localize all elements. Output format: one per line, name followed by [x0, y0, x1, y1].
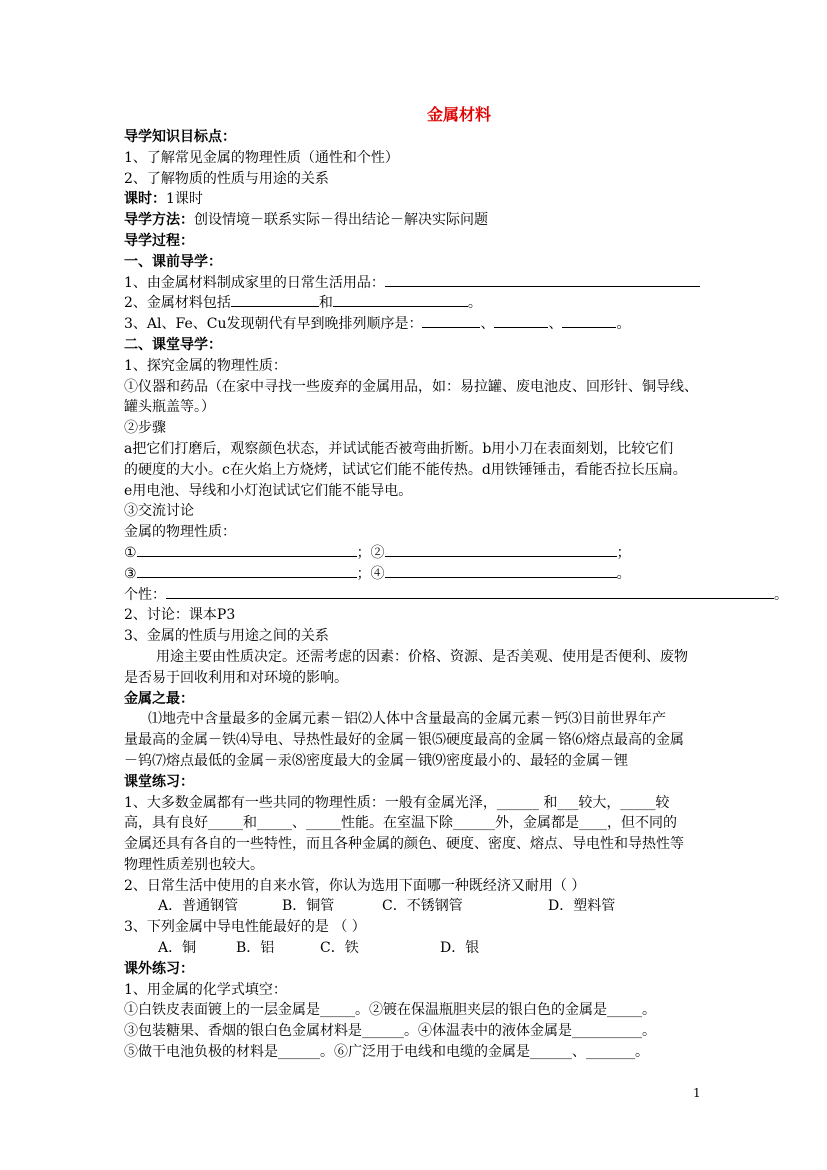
- option-c[interactable]: C．铁: [320, 940, 359, 957]
- option-b[interactable]: B．铜管: [282, 898, 335, 915]
- worksheet-page: [124, 102, 794, 1063]
- objective-item: 1、了解常见金属的物理性质（通性和个性）: [124, 149, 399, 166]
- text-line: 1、大多数金属都有一些共同的物理性质：一般有金属光泽，______ 和___较大，_____较: [124, 794, 670, 811]
- text-line: 罐头瓶盖等。）: [124, 399, 215, 416]
- properties-row-1: [124, 543, 794, 564]
- text-line: ①白铁皮表面镀上的一层金属是_____。②镀在保温瓶胆夹层的银白色的金属是_____。: [124, 1002, 656, 1019]
- section-item: 1、探究金属的物理性质：: [124, 357, 287, 374]
- question-text: 。: [467, 295, 482, 312]
- question-text: 3、Al、Fe、Cu发现朝代有早到晚排列顺序是：: [124, 316, 423, 333]
- option-d[interactable]: D．银: [440, 940, 480, 957]
- question-3-options: [124, 938, 794, 959]
- item-marker: ①: [124, 544, 137, 561]
- objectives-heading: 导学知识目标点：: [124, 129, 236, 145]
- answer-blank[interactable]: [385, 564, 617, 578]
- individuality-row: [124, 585, 794, 606]
- answer-blank[interactable]: [494, 314, 548, 328]
- question-text: 2、金属材料包括: [124, 295, 231, 312]
- objective-item: 2、了解物质的性质与用途的关系: [124, 170, 329, 187]
- option-d[interactable]: D．塑料管: [548, 898, 616, 915]
- text-line: －钨⑺熔点最低的金属－汞⑻密度最大的金属－锇⑼密度最小的、最轻的金属－锂: [124, 752, 628, 769]
- item-marker: ③: [124, 565, 137, 582]
- page-title: 金属材料: [426, 105, 491, 124]
- pre-question-2: [124, 293, 794, 314]
- text-line: 用途主要由性质决定。还需考虑的因素：价格、资源、是否美观、使用是否便利、废物: [156, 648, 688, 665]
- item-marker: ；④: [356, 565, 385, 582]
- answer-blank[interactable]: [562, 314, 616, 328]
- teaching-method: [124, 210, 794, 231]
- text-line: 金属的物理性质：: [124, 524, 236, 541]
- pre-question-1: [124, 273, 794, 294]
- separator: 。: [774, 586, 788, 603]
- metal-records-heading: 金属之最：: [124, 690, 194, 707]
- question-2-options: [124, 896, 794, 917]
- option-a[interactable]: A．普通钢管: [158, 898, 239, 915]
- separator: 、: [480, 316, 495, 333]
- text-line: 高，具有良好_____和_____、_____性能。在室温下除______外，金属都是____，但不同的: [124, 815, 677, 832]
- text-line: ③交流讨论: [124, 503, 194, 520]
- section-item: 2、讨论：课本P3: [124, 607, 236, 624]
- period-label: 课时：: [124, 191, 166, 208]
- text-line: ②步骤: [124, 420, 166, 437]
- text-line: 物理性质差别也较大。: [124, 856, 264, 873]
- answer-blank[interactable]: [333, 293, 468, 307]
- separator: 、: [548, 316, 563, 333]
- homework-heading: 课外练习：: [124, 960, 194, 977]
- individuality-label: 个性：: [124, 586, 166, 603]
- question-text: 和: [318, 295, 333, 312]
- in-class-heading: 二、课堂导学：: [124, 336, 222, 353]
- page-number: 1: [693, 1086, 701, 1100]
- answer-blank[interactable]: [137, 564, 357, 578]
- text-line: 1、用金属的化学式填空：: [124, 981, 287, 998]
- option-c[interactable]: C．不锈钢管: [382, 898, 463, 915]
- section-item: 3、金属的性质与用途之间的关系: [124, 628, 329, 645]
- answer-blank[interactable]: [231, 293, 319, 307]
- answer-blank[interactable]: [385, 543, 617, 557]
- separator: ；: [616, 544, 631, 561]
- answer-blank[interactable]: [385, 273, 700, 287]
- text-line: ⑴地壳中含量最多的金属元素－铝⑵人体中含量最高的金属元素－钙⑶目前世界年产: [148, 711, 666, 728]
- method-label: 导学方法：: [124, 212, 194, 229]
- text-line: 的硬度的大小。c在火焰上方烧烤，试试它们能不能传热。d用铁锤锤击，看能否拉长压扁。: [124, 461, 687, 478]
- question-3: 3、下列金属中导电性能最好的是 （ ）: [124, 919, 366, 936]
- option-b[interactable]: B．铝: [236, 940, 275, 957]
- answer-blank[interactable]: [422, 314, 480, 328]
- class-practice-heading: 课堂练习：: [124, 773, 194, 790]
- process-heading: 导学过程：: [124, 232, 194, 249]
- item-marker: ；②: [356, 544, 385, 561]
- text-line: e用电池、导线和小灯泡试试它们能不能导电。: [124, 482, 413, 499]
- question-text: 1、由金属材料制成家里的日常生活用品：: [124, 274, 385, 291]
- class-period: [124, 189, 794, 210]
- separator: 。: [616, 316, 631, 333]
- pre-question-3: [124, 314, 794, 335]
- answer-blank[interactable]: [166, 585, 774, 599]
- text-line: ⑤做干电池负极的材料是______。⑥广泛用于电线和电缆的金属是______、_______。: [124, 1044, 649, 1061]
- text-line: ③包装糖果、香烟的银白色金属材料是______。④体温表中的液体金属是__________。: [124, 1023, 656, 1040]
- properties-row-2: [124, 564, 794, 585]
- period-value: 1课时: [166, 191, 203, 208]
- text-line: a把它们打磨后，观察颜色状态，并试试能否被弯曲折断。b用小刀在表面刻划，比较它们: [124, 440, 674, 457]
- separator: 。: [616, 565, 631, 582]
- text-line: 量最高的金属－铁⑷导电、导热性最好的金属－银⑸硬度最高的金属－铬⑹熔点最高的金属: [124, 732, 684, 749]
- text-line: 金属还具有各自的一些特性，而且各种金属的颜色、硬度、密度、熔点、导电性和导热性等: [124, 836, 684, 853]
- method-value: 创设情境－联系实际－得出结论－解决实际问题: [194, 212, 488, 229]
- question-2: 2、日常生活中使用的自来水管，你认为选用下面哪一种既经济又耐用（ ）: [124, 877, 586, 894]
- answer-blank[interactable]: [137, 543, 357, 557]
- text-line: ①仪器和药品（在家中寻找一些废弃的金属用品，如：易拉罐、废电池皮、回形针、铜导线、: [124, 378, 698, 395]
- text-line: 是否易于回收利用和对环境的影响。: [124, 669, 348, 686]
- option-a[interactable]: A．铜: [158, 940, 197, 957]
- pre-class-heading: 一、课前导学：: [124, 253, 222, 270]
